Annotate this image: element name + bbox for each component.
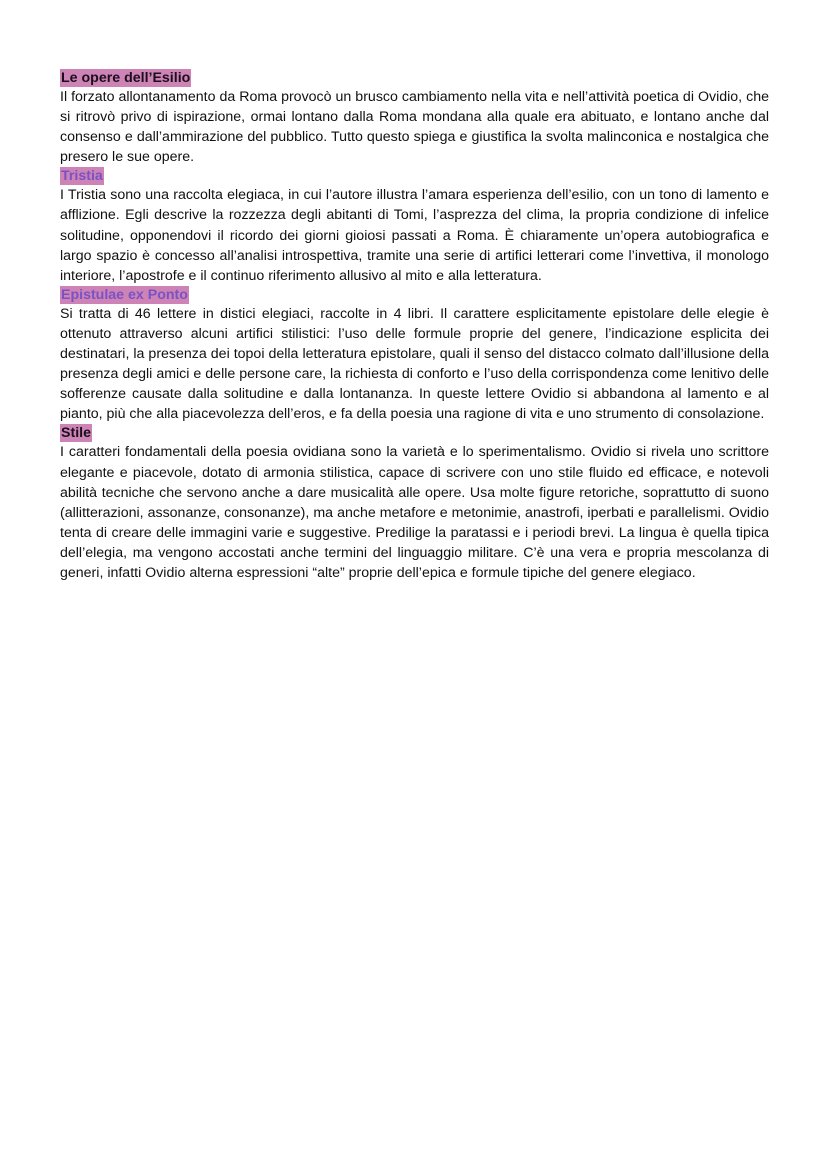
section-heading: Le opere dell’Esilio <box>61 70 191 86</box>
section-heading: Stile <box>61 425 91 442</box>
section-paragraph: I caratteri fondamentali della poesia ovidiana sono la varietà e lo sperimentalismo. Ovidio si rivela uno scrittore elegante e piacevole, dotato di armonia stilistica, capace di scrivere con uno stile fluido ed efficace, e notevoli abilità tecniche che servono anche a dare musicalità alle opere. Usa molte figure retoriche, soprattutto di suono (allitterazioni, assonanze, consonanze), ma anche metafore e metonimie, anastrofi, iperbati e parallelismi. Ovidio tenta di creare delle immagini varie e suggestive. Predilige la paratassi e i periodi brevi. La lingua è quella tipica dell’elegia, ma vengono accostati anche termini del linguaggio militare. C’è una vera e propria mescolanza di generi, infatti Ovidio alterna espressioni “alte” proprie dell’epica e formule tipiche del genere elegiaco. <box>60 444 769 581</box>
section-paragraph: Il forzato allontanamento da Roma provocò un brusco cambiamento nella vita e nell’attività poetica di Ovidio, che si ritrovò privo di ispirazione, ormai lontano dalla Roma mondana alla quale era abituato, e lontano anche dal consenso e dall’ammirazione del pubblico. Tutto questo spiega e giustifica la svolta malinconica e nostalgica che presero le sue opere. <box>60 89 769 166</box>
document-page <box>60 69 769 583</box>
section-heading: Tristia <box>61 168 103 185</box>
section-epistulae-ex-ponto <box>60 286 769 425</box>
section-opere-esilio <box>60 69 769 167</box>
section-paragraph: Si tratta di 46 lettere in distici elegiaci, raccolte in 4 libri. Il carattere esplicitamente epistolare delle elegie è ottenuto attraverso alcuni artifici stilistici: l’uso delle formule proprie del genere, l’indicazione esplicita dei destinatari, la presenza dei topoi della letteratura epistolare, quali il senso del distacco colmato dall’illusione della presenza degli amici e delle persone care, la richiesta di conforto e l’uso della corrispondenza come lenitivo delle sofferenze causate dalla solitudine e dalla lontananza. In queste lettere Ovidio si abbandona al lamento e al pianto, più che alla piacevolezza dell’eros, e fa della poesia una ragione di vita e uno strumento di consolazione. <box>60 305 769 423</box>
section-tristia <box>60 167 769 285</box>
section-heading: Epistulae ex Ponto <box>61 286 188 303</box>
section-stile <box>60 424 769 583</box>
section-paragraph: I Tristia sono una raccolta elegiaca, in cui l’autore illustra l’amara esperienza dell’esilio, con un tono di lamento e afflizione. Egli descrive la rozzezza degli abitanti di Tomi, l’asprezza del clima, la propria condizione di infelice solitudine, opponendovi il ricordo dei giorni gioiosi passati a Roma. È chiaramente un’opera autobiografica e largo spazio è concesso all’analisi introspettiva, tramite una serie di artifici letterari come l’invettiva, il monologo interiore, l’apostrofe e il continuo riferimento allusivo al mito e alla letteratura. <box>60 187 769 284</box>
